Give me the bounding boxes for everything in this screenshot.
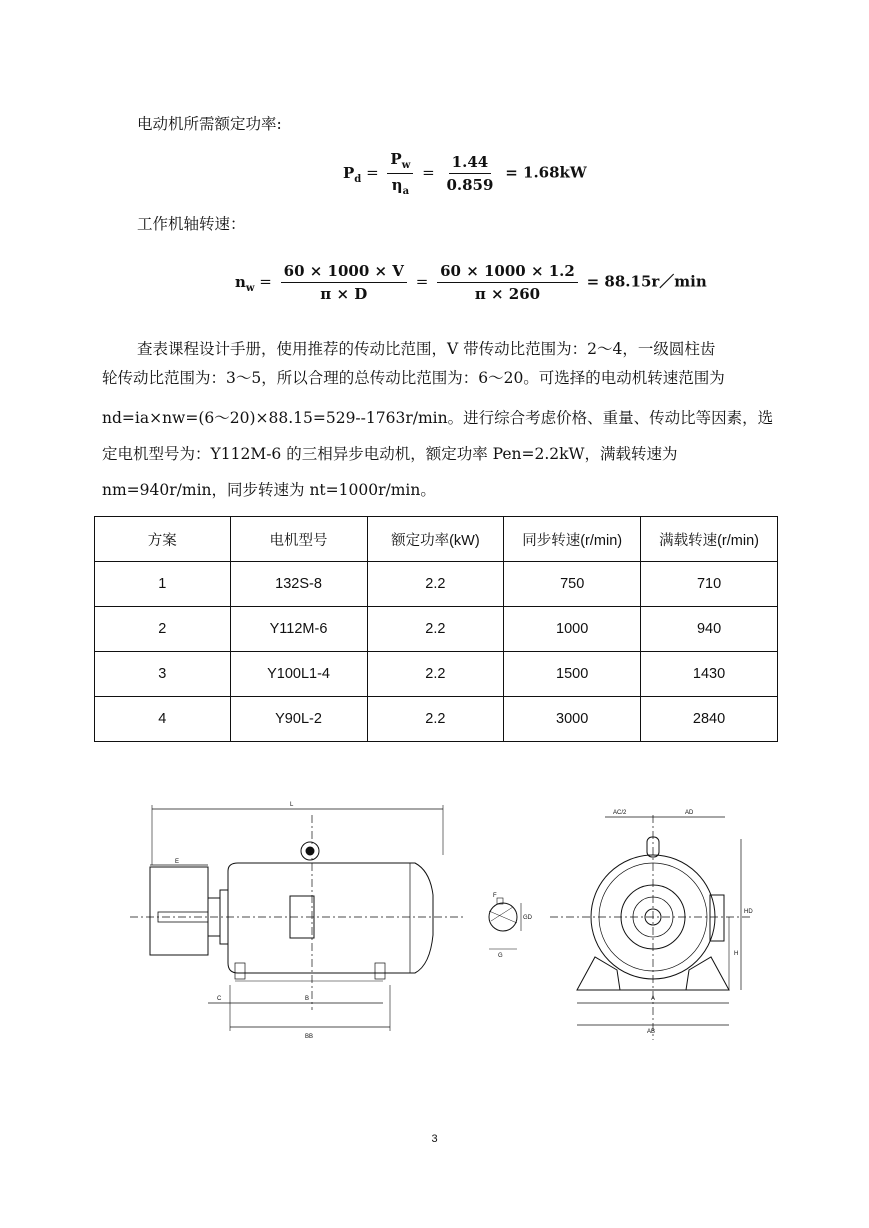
label-b: B	[305, 996, 310, 1002]
formula2-frac1: $\frac{60 \times 1000 \times V}{\pi \times D}$	[281, 262, 407, 303]
motor-spec-table	[94, 516, 778, 742]
header-model: 电机型号	[230, 517, 367, 562]
label-g: G	[498, 953, 503, 959]
formula2-eq2: =	[415, 272, 429, 291]
cell: 2840	[641, 697, 778, 742]
cell: 132S-8	[230, 562, 367, 607]
body-line-1: 查表课程设计手册，使用推荐的传动比范围，V 带传动比范围为：2～4，一级圆柱齿	[137, 340, 716, 358]
speed-formula	[235, 262, 707, 303]
body-line-5: nm=940r/min，同步转速为 nt=1000r/min。	[102, 481, 436, 499]
table-row	[95, 562, 778, 607]
formula2-eq1: =	[259, 272, 272, 291]
side-view	[130, 805, 465, 1031]
power-intro: 电动机所需额定功率:	[137, 115, 282, 133]
cell: Y90L-2	[230, 697, 367, 742]
body-line-3: nd=ia×nw=(6～20)×88.15=529--1763r/min。进行综合考虑价格、重量、传动比等因素，选	[102, 409, 774, 427]
label-h: H	[734, 951, 739, 957]
motor-outline-drawing	[125, 795, 765, 1045]
cell: 2.2	[367, 562, 504, 607]
formula2-lhs: $n_w$	[235, 272, 255, 294]
formula2-frac2: $\frac{60 \times 1000 \times 1.2}{\pi \times 260}$	[437, 262, 578, 303]
power-formula	[343, 150, 587, 197]
header-scheme: 方案	[95, 517, 231, 562]
cell: 1500	[504, 652, 641, 697]
label-gd: GD	[523, 915, 532, 921]
header-full-load-speed: 满载转速(r/min)	[641, 517, 778, 562]
cell: 1000	[504, 607, 641, 652]
table-row	[95, 607, 778, 652]
cell: 1430	[641, 652, 778, 697]
label-a: A	[651, 996, 656, 1002]
header-power: 额定功率(kW)	[367, 517, 504, 562]
body-line-2: 轮传动比范围为：3～5，所以合理的总传动比范围为：6～20。可选择的电动机转速范围为	[102, 369, 725, 387]
table-header-row	[95, 517, 778, 562]
cell: 750	[504, 562, 641, 607]
cell: 3	[95, 652, 231, 697]
speed-intro: 工作机轴转速：	[137, 215, 246, 233]
table-row	[95, 652, 778, 697]
cell: 4	[95, 697, 231, 742]
body-line-4: 定电机型号为：Y112M-6 的三相异步电动机，额定功率 Pen=2.2kW，满载转速为	[102, 445, 678, 463]
label-ac2: AC/2	[613, 810, 627, 816]
formula1-result: = 1.68kW	[505, 163, 587, 182]
cell: 3000	[504, 697, 641, 742]
cell: 1	[95, 562, 231, 607]
table-row	[95, 697, 778, 742]
formula1-lhs: $P_d$	[343, 163, 362, 185]
cell: 2.2	[367, 697, 504, 742]
formula1-eq1: =	[366, 163, 379, 182]
cell: 710	[641, 562, 778, 607]
cell: 2	[95, 607, 231, 652]
label-l: L	[290, 802, 294, 808]
label-ab: AB	[647, 1029, 656, 1035]
shaft-section	[489, 898, 521, 949]
label-hd: HD	[744, 909, 753, 915]
label-c: C	[217, 996, 222, 1002]
label-ad: AD	[685, 810, 694, 816]
formula2-result: = 88.15r／min	[586, 272, 707, 291]
cell: Y112M-6	[230, 607, 367, 652]
end-view	[550, 815, 753, 1040]
formula1-frac1: $\frac{P_w}{\eta_a}$	[387, 150, 413, 197]
label-f: F	[493, 893, 497, 899]
page-number: 3	[431, 1133, 438, 1145]
cell: Y100L1-4	[230, 652, 367, 697]
label-e: E	[175, 859, 180, 865]
cell: 940	[641, 607, 778, 652]
header-sync-speed: 同步转速(r/min)	[504, 517, 641, 562]
formula1-eq2: =	[422, 163, 435, 182]
cell: 2.2	[367, 652, 504, 697]
formula1-frac2: $\frac{1.44}{0.859}$	[446, 153, 494, 194]
label-bb: BB	[305, 1034, 314, 1040]
cell: 2.2	[367, 607, 504, 652]
